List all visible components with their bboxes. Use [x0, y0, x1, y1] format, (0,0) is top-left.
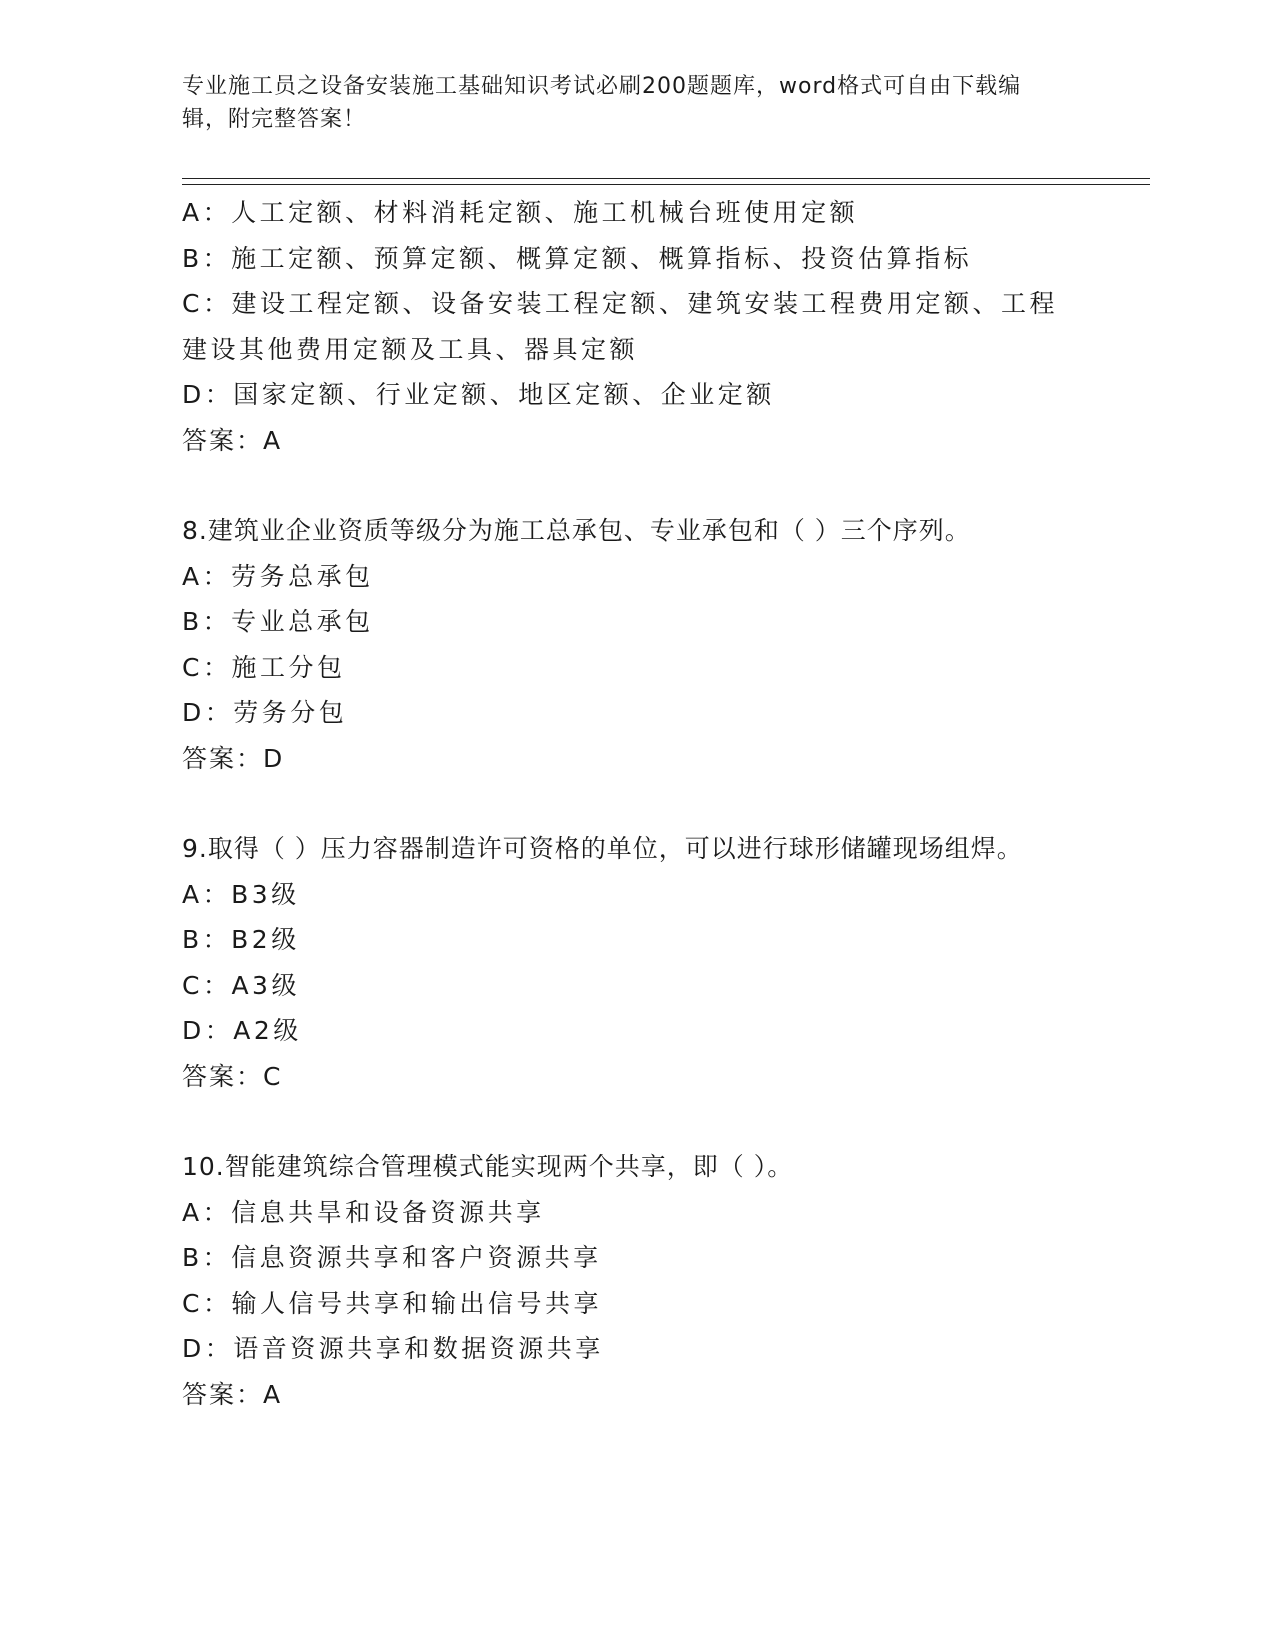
question-stem: 10.智能建筑综合管理模式能实现两个共享，即（ ）。	[182, 1152, 794, 1181]
option-a: A：B3级	[182, 879, 300, 909]
option-a: A：劳务总承包	[182, 561, 374, 591]
header-title: 专业施工员之设备安装施工基础知识考试必刷200题题库，word格式可自由下载编辑，附完整答案！	[182, 74, 1022, 132]
question-stem: 8.建筑业企业资质等级分为施工总承包、专业承包和（ ）三个序列。	[182, 516, 971, 545]
question-stem: 9.取得（ ）压力容器制造许可资格的单位，可以进行球形储罐现场组焊。	[182, 834, 1023, 863]
option-d: D：劳务分包	[182, 698, 348, 727]
option-a: A：人工定额、材料消耗定额、施工机械台班使用定额	[182, 198, 859, 227]
answer-line: 答案：A	[182, 1379, 283, 1409]
question-list	[182, 190, 1082, 1417]
option-c: C：建设工程定额、设备安装工程定额、建筑安装工程费用定额、工程建设其他费用定额及工具、器具定额	[182, 289, 1058, 364]
option-c: C：输人信号共享和输出信号共享	[182, 1288, 602, 1318]
option-b: B：专业总承包	[182, 607, 374, 636]
spacer	[182, 781, 1082, 826]
question-block-8	[182, 508, 1082, 781]
option-b: B：B2级	[182, 925, 300, 954]
answer-line: 答案：C	[182, 1061, 283, 1091]
option-b: B：施工定额、预算定额、概算定额、概算指标、投资估算指标	[182, 243, 973, 273]
spacer	[182, 1099, 1082, 1144]
answer-line: 答案：A	[182, 425, 283, 455]
question-block-9	[182, 826, 1082, 1099]
option-b: B：信息资源共享和客户资源共享	[182, 1243, 602, 1272]
option-d: D：语音资源共享和数据资源共享	[182, 1334, 604, 1363]
option-d: D：国家定额、行业定额、地区定额、企业定额	[182, 380, 775, 409]
option-d: D：A2级	[182, 1016, 302, 1045]
answer-line: 答案：D	[182, 743, 285, 773]
document-header	[182, 70, 1042, 136]
option-c: C：A3级	[182, 970, 300, 1000]
header-divider-top	[182, 178, 1150, 179]
header-divider-bottom	[182, 184, 1150, 185]
spacer	[182, 463, 1082, 508]
option-a: A：信息共旱和设备资源共享	[182, 1197, 545, 1227]
question-block-prev	[182, 190, 1082, 463]
option-c: C：施工分包	[182, 652, 346, 682]
question-block-10	[182, 1144, 1082, 1417]
